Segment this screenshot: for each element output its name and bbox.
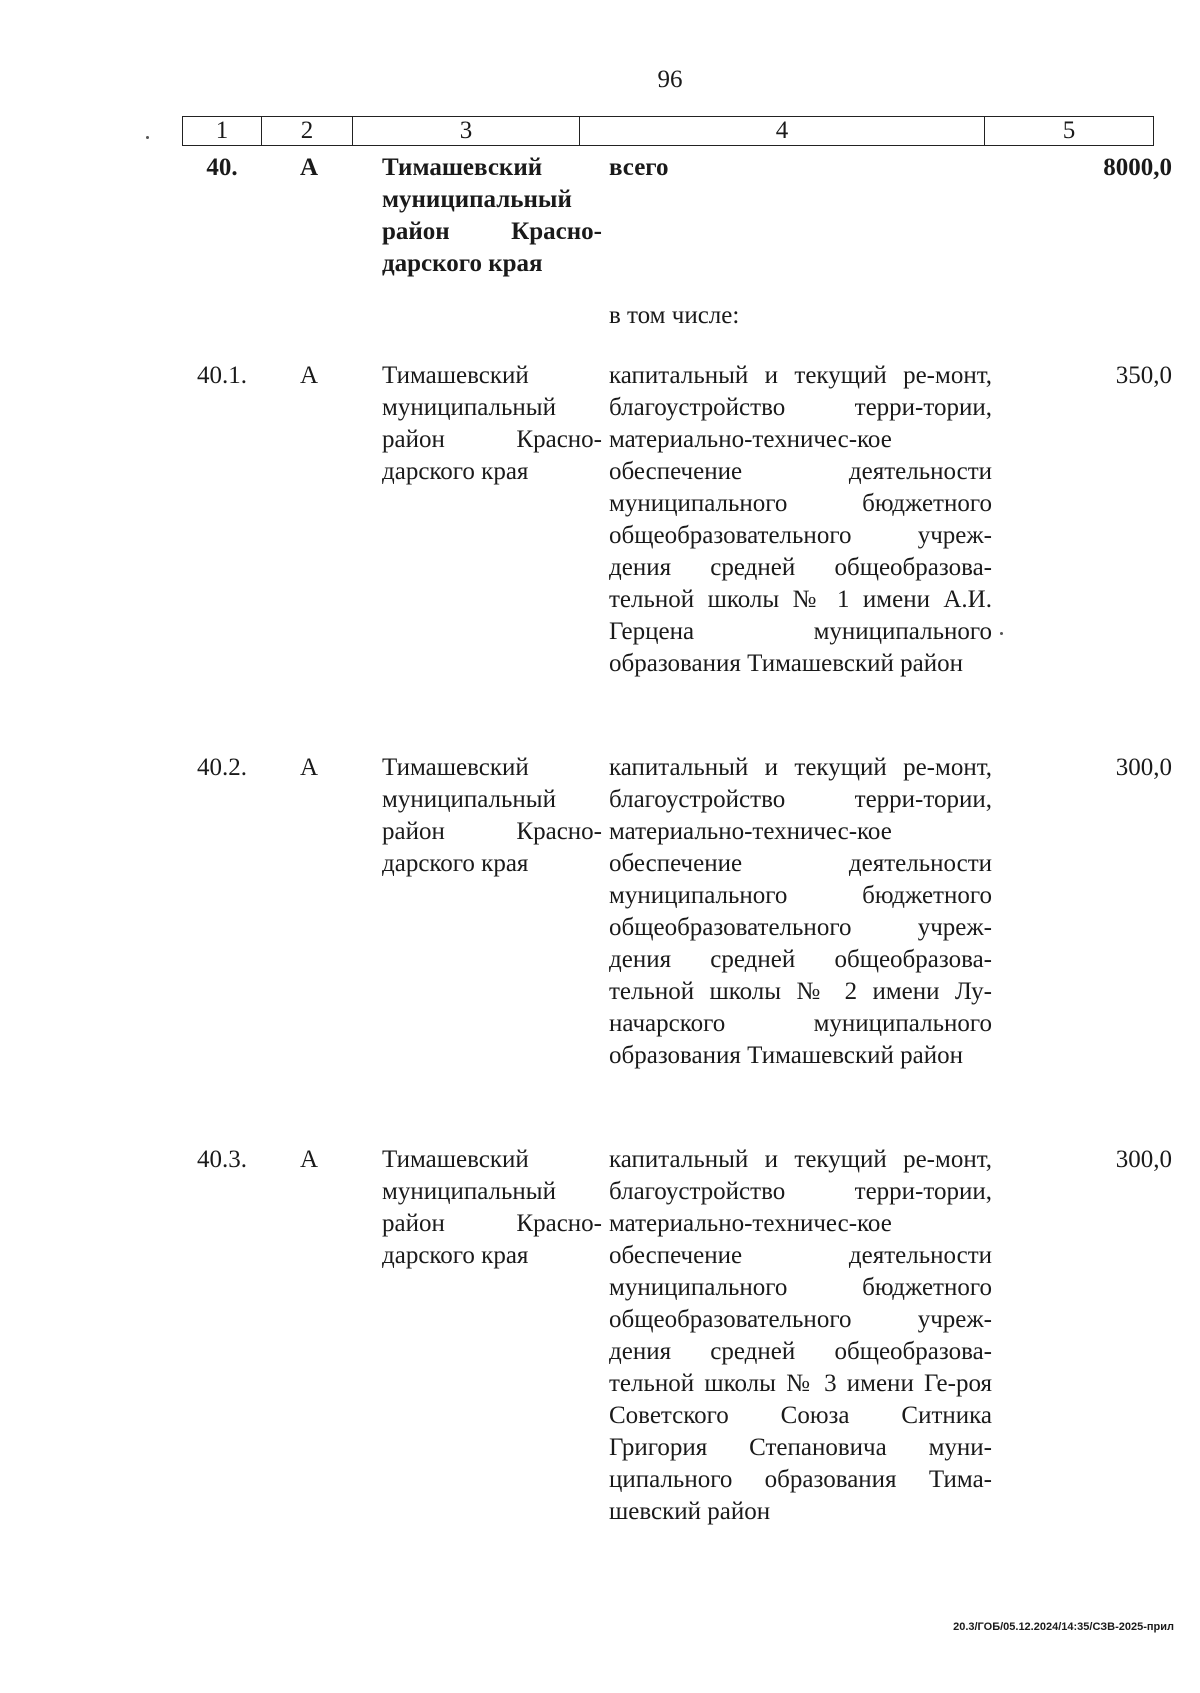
column-header-5: 5 — [985, 117, 1154, 146]
table-row — [182, 360, 1172, 690]
row-district: Тимашевский муниципальный район Красно-дарского края — [382, 154, 602, 277]
row-amount: 300,0 — [1115, 754, 1172, 781]
row-category: А — [299, 754, 319, 781]
column-header-3: 3 — [353, 117, 580, 146]
row-district: Тимашевский муниципальный район Красно-дарского края — [382, 362, 602, 485]
row-number: 40.3. — [197, 1146, 247, 1173]
sub-caption: в том числе: — [609, 302, 740, 329]
row-purpose: всего — [609, 154, 669, 181]
row-category: А — [299, 154, 319, 181]
row-district: Тимашевский муниципальный район Красно-дарского края — [382, 1146, 602, 1269]
footer-stamp: 20.3/ГОБ/05.12.2024/14:35/СЗВ-2025-прил — [953, 1621, 1174, 1633]
row-amount: 350,0 — [1115, 362, 1172, 389]
row-purpose: капитальный и текущий ре-монт, благоустройство терри-тории, материально-техничес-кое обеспечение деятельности муниципального бюджетного общеобразовательного учреж-дения средней общеобразова-тельной школы № 2 имени Лу-начарского муниципального образования Тимашевский район — [609, 754, 992, 1069]
scan-dot — [146, 136, 149, 139]
row-category: А — [299, 362, 319, 389]
row-district: Тимашевский муниципальный район Красно-дарского края — [382, 754, 602, 877]
row-amount: 8000,0 — [1103, 154, 1172, 181]
scan-dot — [1000, 632, 1003, 635]
total-row — [182, 152, 1172, 277]
column-header-row — [182, 116, 1154, 146]
row-purpose: капитальный и текущий ре-монт, благоустройство терри-тории, материально-техничес-кое обеспечение деятельности муниципального бюджетного общеобразовательного учреж-дения средней общеобразова-тельной школы № 1 имени А.И. Герцена муниципального образования Тимашевский район — [609, 362, 992, 677]
page-number: 96 — [657, 66, 683, 93]
row-number: 40.1. — [197, 362, 247, 389]
row-amount: 300,0 — [1115, 1146, 1172, 1173]
row-category: А — [299, 1146, 319, 1173]
row-number: 40.2. — [197, 754, 247, 781]
row-purpose: капитальный и текущий ре-монт, благоустройство терри-тории, материально-техничес-кое обеспечение деятельности муниципального бюджетного общеобразовательного учреж-дения средней общеобразова-тельной школы № 3 имени Ге-роя Советского Союза Ситника Григория Степановича муни-ципального образования Тима-шевский район — [609, 1146, 992, 1525]
column-header-2: 2 — [262, 117, 353, 146]
table-row — [182, 752, 1172, 1082]
column-header-1: 1 — [183, 117, 262, 146]
row-number: 40. — [206, 154, 238, 181]
column-header-4: 4 — [580, 117, 985, 146]
table-row — [182, 1144, 1172, 1534]
